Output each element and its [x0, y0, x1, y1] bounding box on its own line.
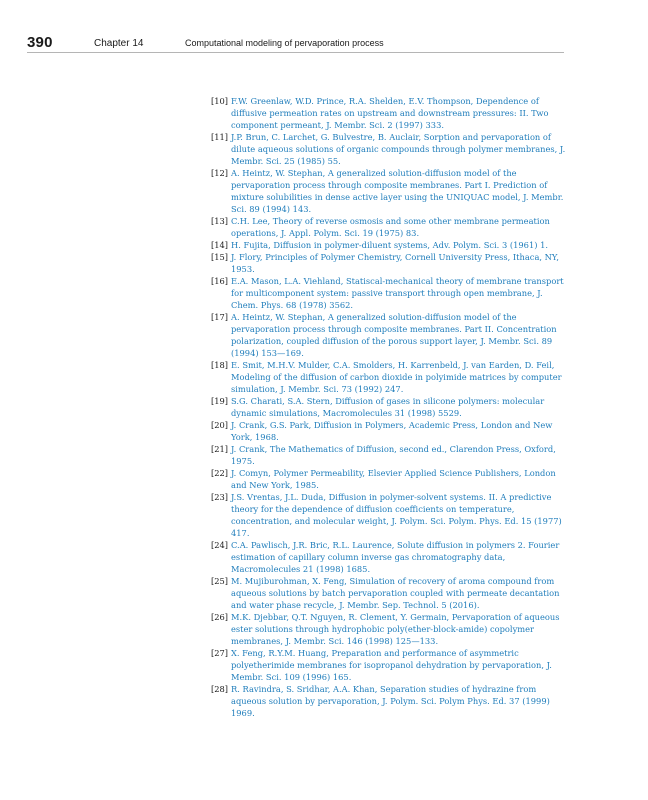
reference-link[interactable]: X. Feng, R.Y.M. Huang, Preparation and performance of asymmetric polyetherimide membranes for isopropanol dehydration by pervaporation, J. Membr. Sci. 109 (1996) 165.	[231, 648, 552, 682]
reference-number: [21]	[211, 444, 229, 454]
reference-number: [26]	[211, 612, 229, 622]
reference-link[interactable]: J. Crank, The Mathematics of Diffusion, second ed., Clarendon Press, Oxford, 1975.	[231, 444, 556, 466]
reference-item	[211, 239, 566, 251]
reference-item	[211, 275, 566, 311]
reference-link[interactable]: J. Crank, G.S. Park, Diffusion in Polymers, Academic Press, London and New York, 1968.	[231, 420, 553, 442]
reference-item	[211, 167, 566, 215]
reference-link[interactable]: J.P. Brun, C. Larchet, G. Bulvestre, B. Auclair, Sorption and pervaporation of dilute aqueous solutions of organic compounds through polymer membranes, J. Membr. Sci. 25 (1985) 55.	[231, 132, 566, 166]
reference-item	[211, 467, 566, 491]
reference-item	[211, 251, 566, 275]
reference-item	[211, 311, 566, 359]
reference-link[interactable]: E.A. Mason, L.A. Viehland, Statiscal-mechanical theory of membrane transport for multicomponent system: passive transport through open membrane, J. Chem. Phys. 68 (1978) 3562.	[231, 276, 564, 310]
reference-link[interactable]: E. Smit, M.H.V. Mulder, C.A. Smolders, H. Karrenbeld, J. van Earden, D. Feil, Modeling of the diffusion of carbon dioxide in polyimide matrices by computer simulation, J. Membr. Sci. 73 (1992) 247.	[231, 360, 562, 394]
reference-number: [28]	[211, 684, 229, 694]
reference-list	[211, 95, 566, 719]
chapter-title: Computational modeling of pervaporation process	[185, 38, 384, 48]
reference-item	[211, 575, 566, 611]
reference-link[interactable]: C.H. Lee, Theory of reverse osmosis and some other membrane permeation operations, J. Appl. Polym. Sci. 19 (1975) 83.	[231, 216, 550, 238]
reference-number: [20]	[211, 420, 229, 430]
reference-item	[211, 683, 566, 719]
reference-item	[211, 443, 566, 467]
reference-number: [18]	[211, 360, 229, 370]
reference-item	[211, 395, 566, 419]
reference-number: [23]	[211, 492, 229, 502]
reference-number: [10]	[211, 96, 229, 106]
reference-link[interactable]: M.K. Djebbar, Q.T. Nguyen, R. Clement, Y. Germain, Pervaporation of aqueous ester solutions through hydrophobic poly(ether-block-amide) copolymer membranes, J. Membr. Sci. 146 (1998) 125—133.	[231, 612, 560, 646]
reference-link[interactable]: J. Flory, Principles of Polymer Chemistry, Cornell University Press, Ithaca, NY, 1953.	[231, 252, 559, 274]
reference-link[interactable]: H. Fujita, Diffusion in polymer-diluent systems, Adv. Polym. Sci. 3 (1961) 1.	[231, 240, 549, 250]
reference-number: [16]	[211, 276, 229, 286]
reference-link[interactable]: A. Heintz, W. Stephan, A generalized solution-diffusion model of the pervaporation process through composite membranes. Part I. Prediction of mixture solubilities in dense active layer using the UNIQUAC model, J. Membr. Sci. 89 (1994) 143.	[231, 168, 564, 214]
reference-item	[211, 611, 566, 647]
reference-number: [11]	[211, 132, 229, 142]
reference-number: [22]	[211, 468, 229, 478]
reference-link[interactable]: S.G. Charati, S.A. Stern, Diffusion of gases in silicone polymers: molecular dynamic simulations, Macromolecules 31 (1998) 5529.	[231, 396, 545, 418]
chapter-label: Chapter 14	[94, 38, 144, 49]
reference-link[interactable]: F.W. Greenlaw, W.D. Prince, R.A. Shelden, E.V. Thompson, Dependence of diffusive permeation rates on upstream and downstream pressures: II. Two component permeant, J. Membr. Sci. 2 (1997) 333.	[231, 96, 549, 130]
reference-link[interactable]: A. Heintz, W. Stephan, A generalized solution-diffusion model of the pervaporation process through composite membranes. Part II. Concentration polarization, coupled diffusion of the porous support layer, J. Membr. Sci. 89 (1994) 153—169.	[231, 312, 557, 358]
reference-link[interactable]: R. Ravindra, S. Sridhar, A.A. Khan, Separation studies of hydrazine from aqueous solution by pervaporation, J. Polym. Sci. Polym Phys. Ed. 37 (1999) 1969.	[231, 684, 550, 718]
reference-number: [27]	[211, 648, 229, 658]
reference-number: [15]	[211, 252, 229, 262]
reference-link[interactable]: J.S. Vrentas, J.L. Duda, Diffusion in polymer-solvent systems. II. A predictive theory for the dependence of diffusion coefficients on temperature, concentration, and molecular weight, J. Polym. Sci. Polym. Phys. Ed. 15 (1977) 417.	[231, 492, 562, 538]
page-number: 390	[27, 34, 53, 51]
reference-number: [19]	[211, 396, 229, 406]
reference-number: [17]	[211, 312, 229, 322]
reference-number: [24]	[211, 540, 229, 550]
reference-item	[211, 539, 566, 575]
reference-item	[211, 419, 566, 443]
running-header	[27, 34, 564, 53]
reference-item	[211, 215, 566, 239]
reference-item	[211, 95, 566, 131]
reference-item	[211, 131, 566, 167]
reference-item	[211, 491, 566, 539]
reference-item	[211, 359, 566, 395]
reference-link[interactable]: M. Mujiburohman, X. Feng, Simulation of recovery of aroma compound from aqueous solutions by batch pervaporation coupled with permeate decantation and water phase recycle, J. Membr. Sep. Technol. 5 (2016).	[231, 576, 560, 610]
reference-number: [12]	[211, 168, 229, 178]
reference-link[interactable]: J. Comyn, Polymer Permeability, Elsevier Applied Science Publishers, London and New York, 1985.	[231, 468, 556, 490]
reference-number: [13]	[211, 216, 229, 226]
reference-number: [14]	[211, 240, 229, 250]
reference-item	[211, 647, 566, 683]
reference-number: [25]	[211, 576, 229, 586]
reference-link[interactable]: C.A. Pawlisch, J.R. Bric, R.L. Laurence, Solute diffusion in polymers 2. Fourier estimation of capillary column inverse gas chromatography data, Macromolecules 21 (1998) 1685.	[231, 540, 560, 574]
